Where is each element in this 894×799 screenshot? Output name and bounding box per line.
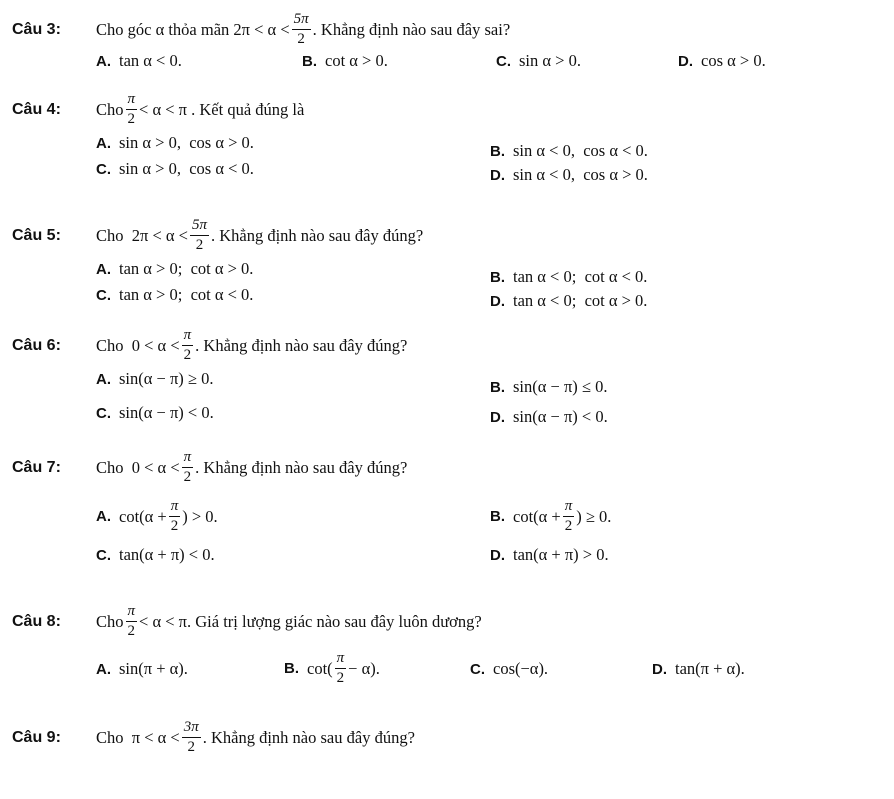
option-a[interactable]	[96, 499, 218, 534]
question-number: Câu 6:	[12, 336, 61, 354]
option-text: sin α > 0, cos α > 0.	[119, 133, 254, 152]
option-text: cos α > 0.	[701, 51, 766, 70]
option-c[interactable]	[96, 403, 214, 423]
option-text: sin α < 0, cos α < 0.	[513, 141, 648, 160]
option-d[interactable]	[490, 407, 608, 427]
question-statement	[96, 720, 415, 755]
fraction	[169, 499, 181, 534]
fraction-denominator: 2	[127, 623, 136, 639]
option-b[interactable]	[284, 651, 380, 686]
option-b[interactable]	[302, 51, 388, 71]
options-row	[12, 403, 882, 429]
option-label: C.	[96, 546, 111, 564]
options-row	[12, 133, 882, 159]
fraction	[126, 604, 138, 639]
option-text: ) > 0.	[182, 506, 218, 526]
question-3	[12, 12, 882, 77]
option-text: − α).	[348, 658, 380, 678]
options-row	[12, 369, 882, 395]
statement-text: . Khẳng định nào sau đây đúng?	[195, 335, 408, 355]
options-row	[12, 651, 882, 691]
option-label: B.	[302, 52, 317, 70]
question-statement	[96, 12, 510, 47]
option-label: A.	[96, 660, 111, 678]
question-8	[12, 604, 882, 691]
option-text: tan(α + π) > 0.	[513, 545, 609, 564]
option-label: C.	[496, 52, 511, 70]
question-8-stem	[12, 604, 882, 639]
option-label: B.	[490, 378, 505, 396]
option-text: tan α > 0; cot α < 0.	[119, 285, 254, 304]
fraction-numerator: π	[169, 499, 181, 517]
statement-text: Cho	[96, 611, 124, 631]
question-number: Câu 5:	[12, 226, 61, 244]
fraction	[190, 218, 209, 253]
option-a[interactable]	[96, 51, 182, 71]
option-c[interactable]	[470, 659, 548, 679]
question-statement	[96, 450, 407, 485]
fraction	[126, 92, 138, 127]
options-row	[12, 545, 882, 571]
statement-text: . Khẳng định nào sau đây đúng?	[202, 727, 415, 747]
fraction-denominator: 2	[187, 739, 195, 755]
option-label: D.	[490, 408, 505, 426]
option-text: sin(α − π) ≥ 0.	[119, 369, 214, 388]
options-row	[12, 285, 882, 311]
fraction-denominator: 2	[297, 31, 305, 47]
option-label: A.	[96, 52, 111, 70]
statement-text: . Khẳng định nào sau đây đúng?	[210, 225, 424, 245]
fraction-denominator: 2	[170, 518, 179, 534]
option-text: tan α < 0; cot α > 0.	[513, 291, 648, 310]
option-text: tan(α + π) < 0.	[119, 545, 215, 564]
fraction-numerator: π	[182, 450, 194, 468]
question-6	[12, 328, 882, 429]
option-label: B.	[490, 142, 505, 160]
fraction-denominator: 2	[127, 111, 136, 127]
question-7	[12, 450, 882, 571]
option-d[interactable]	[678, 51, 766, 71]
fraction	[182, 328, 194, 363]
option-text: sin(π + α).	[119, 659, 188, 678]
fraction-numerator: π	[563, 499, 575, 517]
fraction	[292, 12, 311, 47]
option-label: B.	[490, 268, 505, 286]
options-row	[12, 51, 882, 77]
question-statement	[96, 92, 304, 127]
fraction-numerator: 5π	[292, 12, 311, 30]
option-b[interactable]	[490, 267, 647, 287]
option-c[interactable]	[96, 159, 254, 179]
fraction	[563, 499, 575, 534]
option-a[interactable]	[96, 659, 188, 679]
question-number: Câu 9:	[12, 728, 61, 746]
option-text: sin(α − π) < 0.	[513, 407, 608, 426]
option-c[interactable]	[96, 545, 215, 565]
option-label: D.	[490, 546, 505, 564]
fraction-denominator: 2	[183, 347, 192, 363]
question-6-stem	[12, 328, 882, 363]
options-row	[12, 159, 882, 185]
question-5-stem	[12, 218, 882, 253]
fraction-denominator: 2	[336, 670, 345, 686]
question-statement	[96, 218, 423, 253]
option-d[interactable]	[652, 659, 745, 679]
statement-text: Cho 2π < α <	[96, 225, 188, 245]
option-text: sin α > 0, cos α < 0.	[119, 159, 254, 178]
question-4-stem	[12, 92, 882, 127]
option-c[interactable]	[496, 51, 581, 71]
option-text: tan α > 0; cot α > 0.	[119, 259, 254, 278]
option-label: D.	[678, 52, 693, 70]
fraction	[182, 720, 201, 755]
question-number: Câu 7:	[12, 458, 61, 476]
fraction	[335, 651, 347, 686]
statement-text: . Khẳng định nào sau đây sai?	[312, 19, 511, 39]
options-row	[12, 259, 882, 285]
option-label: C.	[470, 660, 485, 678]
question-statement	[96, 604, 482, 639]
option-text: sin α < 0, cos α > 0.	[513, 165, 648, 184]
fraction-numerator: 3π	[182, 720, 201, 738]
option-b[interactable]	[490, 499, 611, 534]
statement-text: Cho	[96, 99, 124, 119]
option-d[interactable]	[490, 291, 647, 311]
option-label: C.	[96, 286, 111, 304]
question-5	[12, 218, 882, 311]
option-label: A.	[96, 370, 111, 388]
fraction	[182, 450, 194, 485]
option-label: A.	[96, 134, 111, 152]
option-c[interactable]	[96, 285, 253, 305]
option-d[interactable]	[490, 165, 648, 185]
fraction-denominator: 2	[195, 237, 204, 253]
option-label: A.	[96, 508, 111, 525]
statement-text: < α < π . Kết quả đúng là	[139, 99, 305, 119]
statement-text: < α < π. Giá trị lượng giác nào sau đây luôn dương?	[139, 611, 482, 631]
option-text: tan(π + α).	[675, 659, 745, 678]
question-7-stem	[12, 450, 882, 485]
fraction-numerator: π	[335, 651, 347, 669]
question-3-stem	[12, 12, 882, 47]
option-label: C.	[96, 160, 111, 178]
option-label: A.	[96, 260, 111, 278]
options-row	[12, 499, 882, 539]
option-text: cot(α +	[513, 506, 561, 526]
option-text: ) ≥ 0.	[576, 506, 612, 526]
fraction-numerator: π	[126, 92, 138, 110]
statement-text: Cho góc α thỏa mãn 2π < α <	[96, 19, 290, 39]
option-text: cos(−α).	[493, 659, 549, 678]
statement-text: Cho 0 < α <	[96, 335, 180, 355]
question-number: Câu 4:	[12, 100, 61, 118]
option-label: D.	[652, 660, 667, 678]
question-4	[12, 92, 882, 185]
option-text: cot α > 0.	[325, 51, 388, 70]
question-number: Câu 8:	[12, 612, 61, 630]
statement-text: Cho 0 < α <	[96, 457, 180, 477]
option-text: sin α > 0.	[519, 51, 581, 70]
option-label: B.	[490, 508, 505, 525]
fraction-denominator: 2	[564, 518, 573, 534]
option-text: cot(α +	[119, 506, 167, 526]
option-label: C.	[96, 404, 111, 422]
option-d[interactable]	[490, 545, 609, 565]
fraction-denominator: 2	[183, 469, 192, 485]
option-label: B.	[284, 660, 299, 677]
question-9	[12, 720, 882, 755]
option-a[interactable]	[96, 133, 254, 153]
option-text: sin(α − π) < 0.	[119, 403, 214, 422]
question-number: Câu 3:	[12, 20, 61, 38]
question-9-stem	[12, 720, 882, 755]
option-b[interactable]	[490, 377, 607, 397]
fraction-numerator: π	[126, 604, 138, 622]
question-statement	[96, 328, 407, 363]
option-text: sin(α − π) ≤ 0.	[513, 377, 608, 396]
option-a[interactable]	[96, 369, 213, 389]
fraction-numerator: 5π	[190, 218, 209, 236]
fraction-numerator: π	[182, 328, 194, 346]
option-text: cot(	[307, 658, 333, 678]
option-text: tan α < 0; cot α < 0.	[513, 267, 648, 286]
option-b[interactable]	[490, 141, 648, 161]
statement-text: Cho π < α <	[96, 727, 180, 747]
statement-text: . Khẳng định nào sau đây đúng?	[195, 457, 408, 477]
option-a[interactable]	[96, 259, 253, 279]
option-label: D.	[490, 292, 505, 310]
option-text: tan α < 0.	[119, 51, 182, 70]
option-label: D.	[490, 166, 505, 184]
